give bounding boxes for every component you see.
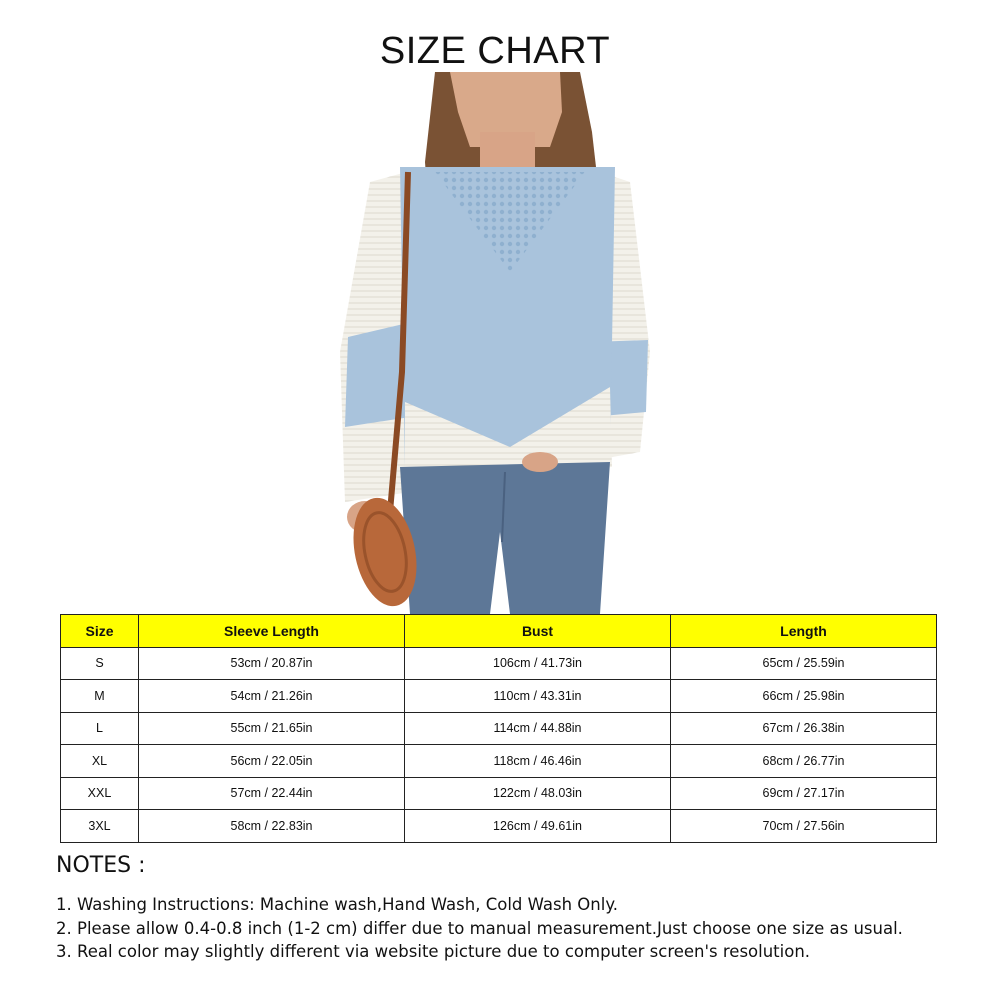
cell-size: S: [61, 647, 139, 680]
table-row: [61, 647, 937, 680]
notes-list: [56, 893, 903, 964]
table-row: [61, 810, 937, 843]
cell-bust: 114cm / 44.88in: [405, 712, 671, 745]
header-size: Size: [61, 615, 139, 648]
notes-heading: NOTES :: [56, 853, 146, 878]
cell-bust: 110cm / 43.31in: [405, 680, 671, 713]
note-item: 1. Washing Instructions: Machine wash,Hand Wash, Cold Wash Only.: [56, 895, 618, 914]
cell-sleeve-length: 56cm / 22.05in: [139, 745, 405, 778]
header-bust: Bust: [405, 615, 671, 648]
cell-bust: 106cm / 41.73in: [405, 647, 671, 680]
cell-length: 68cm / 26.77in: [671, 745, 937, 778]
header-length: Length: [671, 615, 937, 648]
table-row: [61, 712, 937, 745]
cell-size: 3XL: [61, 810, 139, 843]
cell-sleeve-length: 53cm / 20.87in: [139, 647, 405, 680]
table-row: [61, 745, 937, 778]
cell-length: 70cm / 27.56in: [671, 810, 937, 843]
model-sweater-illustration: [330, 72, 660, 614]
cell-bust: 126cm / 49.61in: [405, 810, 671, 843]
cell-length: 67cm / 26.38in: [671, 712, 937, 745]
note-item: 3. Real color may slightly different via website picture due to computer screen's resolution.: [56, 942, 811, 961]
cell-bust: 122cm / 48.03in: [405, 777, 671, 810]
page-title: SIZE CHART: [379, 30, 611, 72]
cell-sleeve-length: 57cm / 22.44in: [139, 777, 405, 810]
cell-sleeve-length: 54cm / 21.26in: [139, 680, 405, 713]
note-item: 2. Please allow 0.4-0.8 inch (1-2 cm) differ due to manual measurement.Just choose one size as usual.: [56, 918, 903, 938]
table-row: [61, 680, 937, 713]
size-chart-table: [60, 614, 937, 843]
cell-size: M: [61, 680, 139, 713]
table-header-row: [61, 615, 937, 648]
cell-length: 69cm / 27.17in: [671, 777, 937, 810]
header-sleeve-length: Sleeve Length: [139, 615, 405, 648]
cell-length: 65cm / 25.59in: [671, 647, 937, 680]
cell-size: XXL: [61, 777, 139, 810]
cell-bust: 118cm / 46.46in: [405, 745, 671, 778]
cell-length: 66cm / 25.98in: [671, 680, 937, 713]
cell-size: XL: [61, 745, 139, 778]
cell-sleeve-length: 58cm / 22.83in: [139, 810, 405, 843]
cell-size: L: [61, 712, 139, 745]
table-row: [61, 777, 937, 810]
product-photo: [330, 72, 660, 614]
cell-sleeve-length: 55cm / 21.65in: [139, 712, 405, 745]
